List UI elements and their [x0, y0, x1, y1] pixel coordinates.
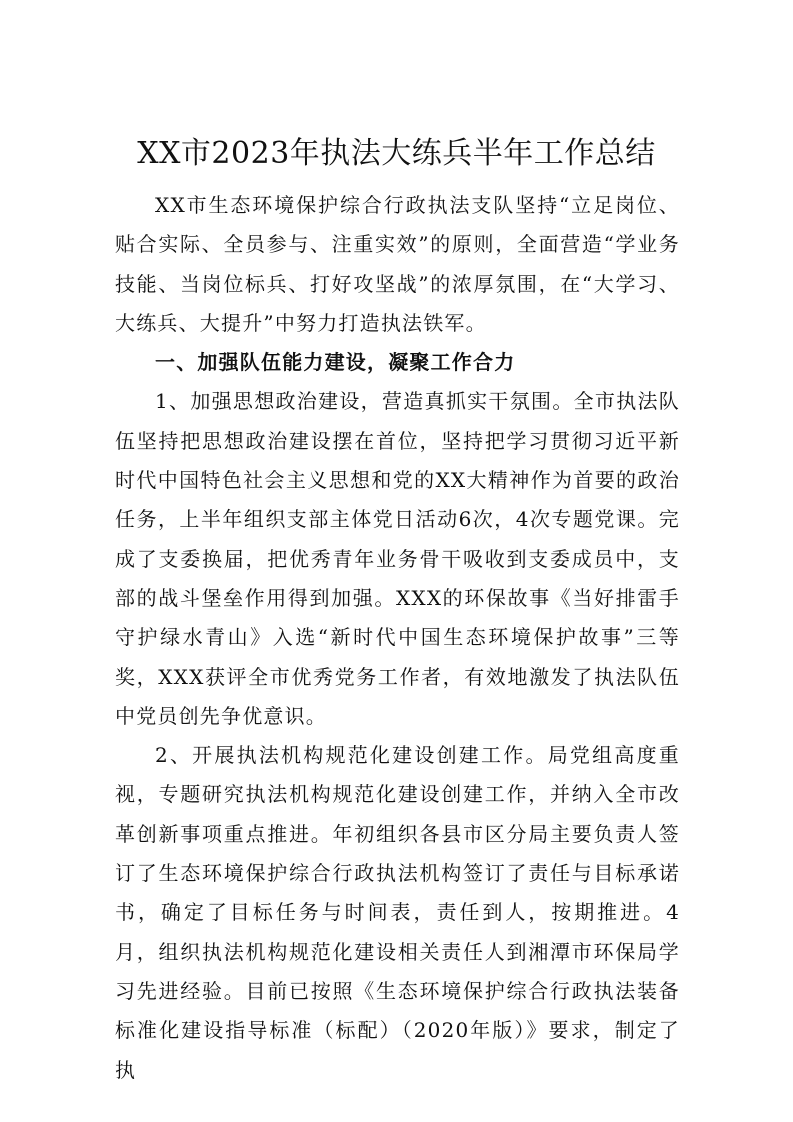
document-body: [115, 186, 680, 1090]
item-1-paragraph: 1、加强思想政治建设，营造真抓实干氛围。全市执法队伍坚持把思想政治建设摆在首位，坚持把学习贯彻习近平新时代中国特色社会主义思想和党的XX大精神作为首要的政治任务，上半年组织支部主体党日活动6次，4次专题党课。完成了支委换届，把优秀青年业务骨干吸收到支委成员中，支部的战斗堡垒作用得到加强。XXX的环保故事《当好排雷手守护绿水青山》入选“新时代中国生态环境保护故事”三等奖，XXX获评全市优秀党务工作者，有效地激发了执法队伍中党员创先争优意识。: [115, 389, 680, 728]
section-heading: 一、加强队伍能力建设，凝聚工作合力: [155, 350, 516, 375]
item-2-paragraph: 2、开展执法机构规范化建设创建工作。局党组高度重视，专题研究执法机构规范化建设创建工作，并纳入全市改革创新事项重点推进。年初组织各县市区分局主要负责人签订了生态环境保护综合行政执法机构签订了责任与目标承诺书，确定了目标任务与时间表，责任到人，按期推进。4月，组织执法机构规范化建设相关责任人到湘潭市环保局学习先进经验。目前已按照《生态环境保护综合行政执法装备标准化建设指导标准（标配）（2020年版）》要求，制定了执: [115, 743, 680, 1082]
document-title: XX市2023年执法大练兵半年工作总结: [137, 136, 656, 171]
intro-paragraph: XX市生态环境保护综合行政执法支队坚持“立足岗位、贴合实际、全员参与、注重实效”的原则，全面营造“学业务技能、当岗位标兵、打好攻坚战”的浓厚氛围，在“大学习、大练兵、大提升”中努力打造执法铁军。: [115, 193, 680, 335]
